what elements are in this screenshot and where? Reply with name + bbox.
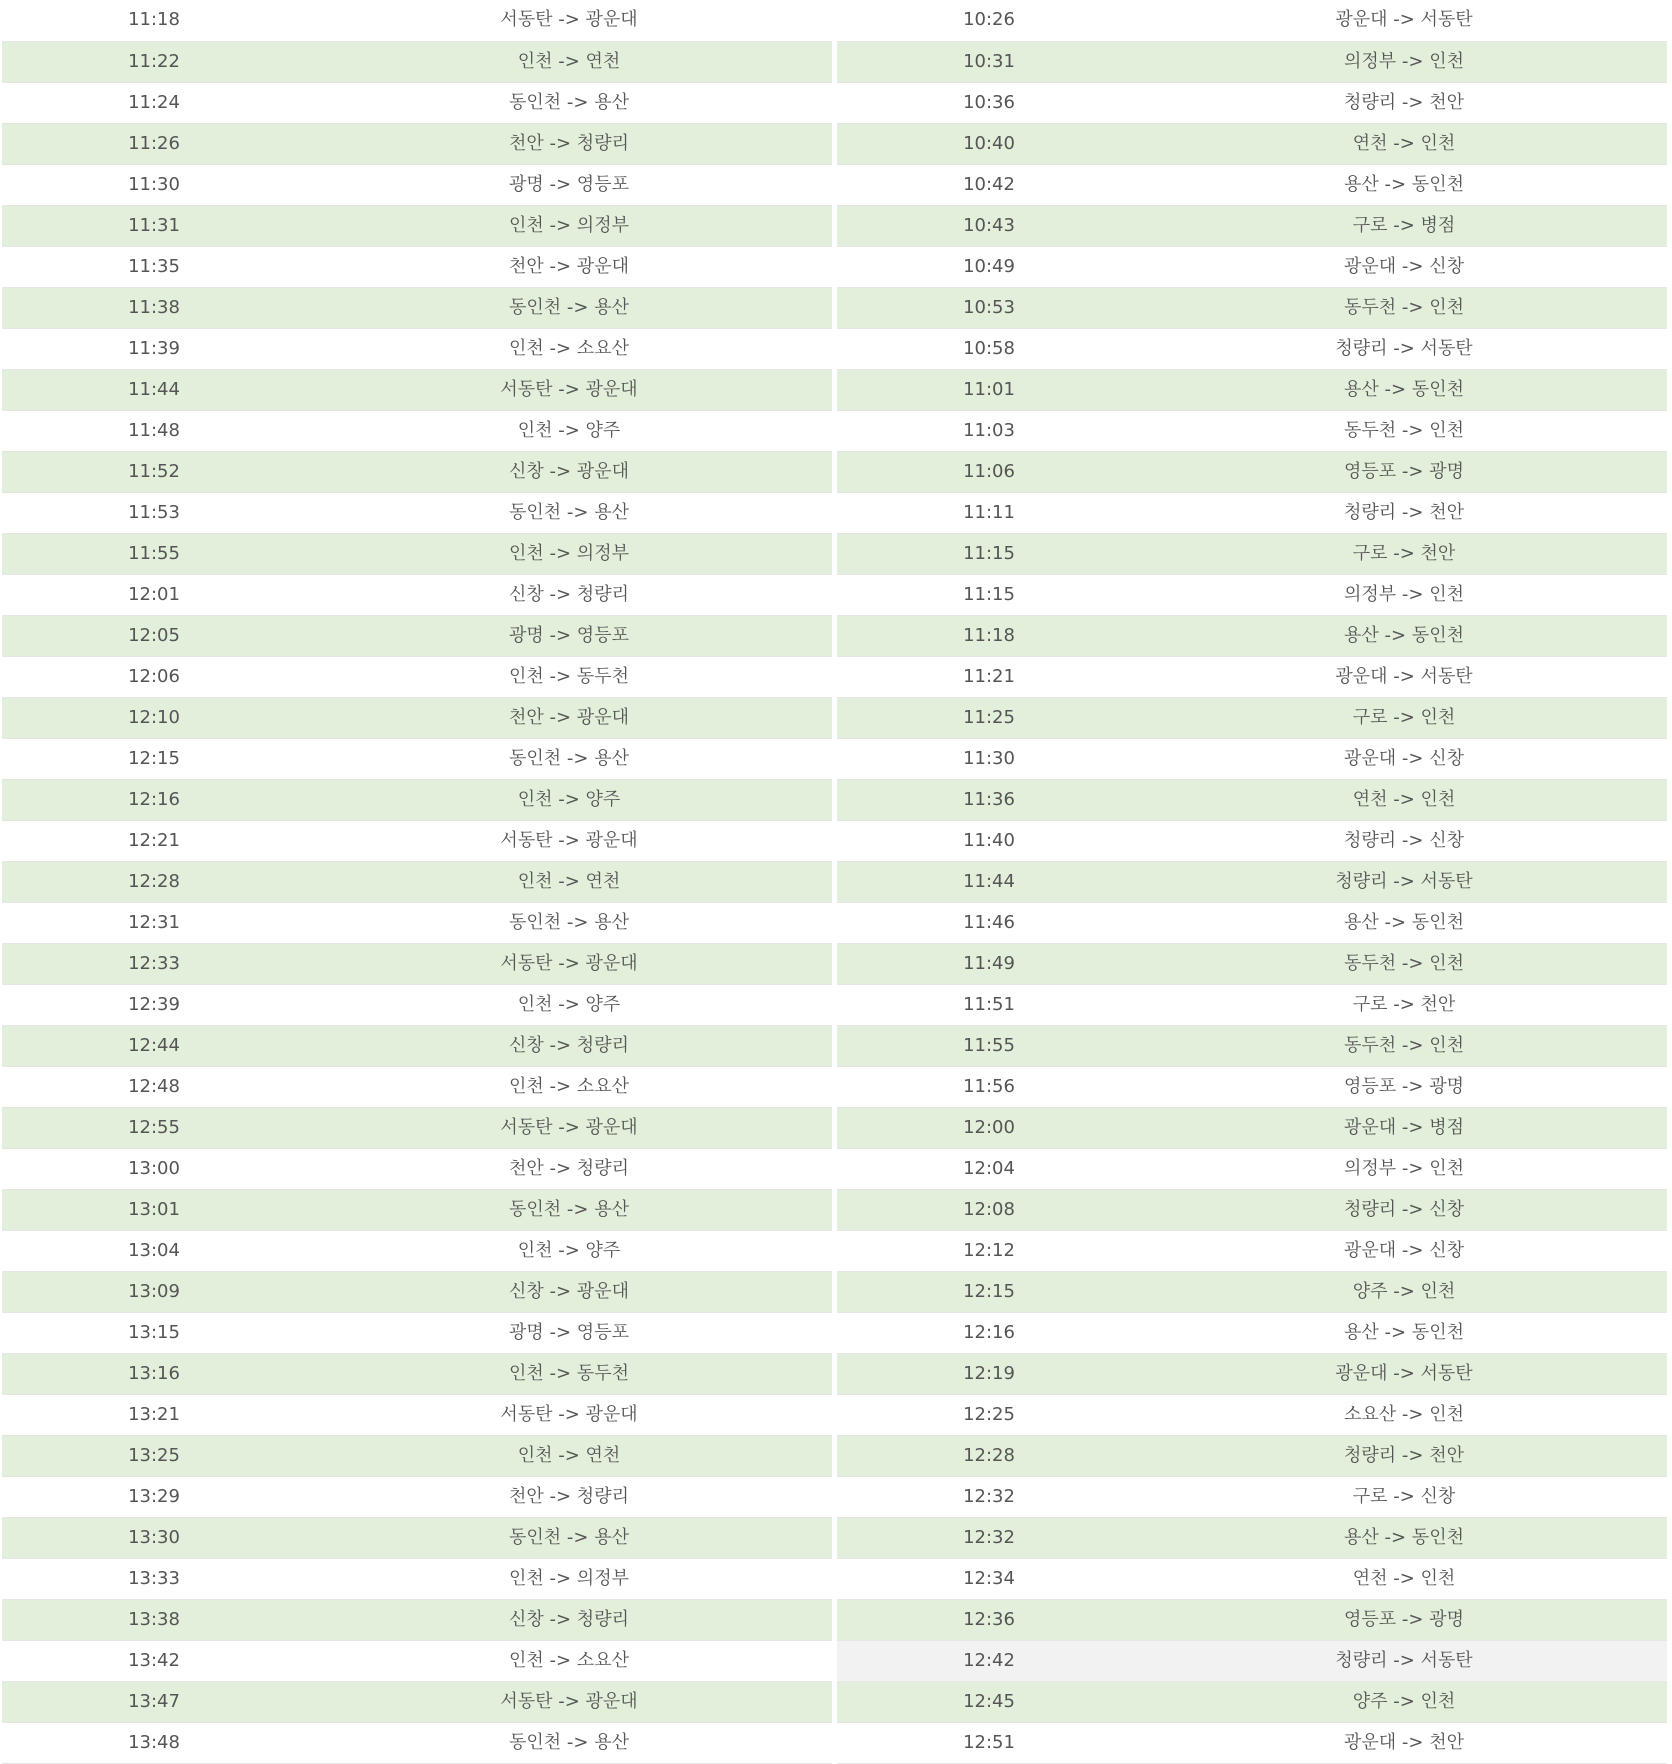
train-route: 영등포 -> 광명: [1141, 1599, 1667, 1640]
train-route: 광명 -> 영등포: [306, 1312, 832, 1353]
table-row[interactable]: [2, 1599, 832, 1640]
table-row[interactable]: [837, 1025, 1667, 1066]
train-route: 서동탄 -> 광운대: [306, 820, 832, 861]
table-row[interactable]: [2, 1517, 832, 1558]
table-row[interactable]: [837, 492, 1667, 533]
train-route: 신창 -> 광운대: [306, 1271, 832, 1312]
table-row[interactable]: [837, 984, 1667, 1025]
table-row[interactable]: [2, 1476, 832, 1517]
table-row[interactable]: [837, 1476, 1667, 1517]
train-route: 광명 -> 영등포: [306, 164, 832, 205]
departure-time: 13:33: [2, 1558, 306, 1599]
table-row[interactable]: [837, 369, 1667, 410]
train-route: 구로 -> 병점: [1141, 205, 1667, 246]
table-row[interactable]: [837, 1230, 1667, 1271]
train-route: 인천 -> 연천: [306, 41, 832, 82]
departure-time: 13:00: [2, 1148, 306, 1189]
departure-time: 12:00: [837, 1107, 1141, 1148]
departure-time: 12:48: [2, 1066, 306, 1107]
train-route: 인천 -> 소요산: [306, 1640, 832, 1681]
train-route: 서동탄 -> 광운대: [306, 369, 832, 410]
table-row[interactable]: [837, 123, 1667, 164]
departure-time: 12:42: [837, 1640, 1141, 1681]
train-route: 신창 -> 청량리: [306, 1025, 832, 1066]
table-row[interactable]: [837, 656, 1667, 697]
table-row[interactable]: [2, 328, 832, 369]
train-route: 인천 -> 의정부: [306, 205, 832, 246]
table-row[interactable]: [837, 902, 1667, 943]
train-route: 광명 -> 영등포: [306, 615, 832, 656]
table-row[interactable]: [837, 615, 1667, 656]
departure-time: 11:15: [837, 574, 1141, 615]
table-row[interactable]: [837, 1435, 1667, 1476]
departure-time: 11:31: [2, 205, 306, 246]
table-row[interactable]: [2, 820, 832, 861]
train-route: 의정부 -> 인천: [1141, 574, 1667, 615]
departure-time: 12:21: [2, 820, 306, 861]
table-row[interactable]: [2, 697, 832, 738]
table-row[interactable]: [837, 1107, 1667, 1148]
departure-time: 12:15: [837, 1271, 1141, 1312]
departure-time: 12:45: [837, 1681, 1141, 1722]
train-route: 청량리 -> 신창: [1141, 1189, 1667, 1230]
departure-time: 11:44: [2, 369, 306, 410]
train-route: 양주 -> 인천: [1141, 1681, 1667, 1722]
table-row[interactable]: [2, 1312, 832, 1353]
departure-time: 12:31: [2, 902, 306, 943]
table-row[interactable]: [2, 1435, 832, 1476]
table-row[interactable]: [837, 410, 1667, 451]
table-row[interactable]: [837, 574, 1667, 615]
table-row[interactable]: [2, 1640, 832, 1681]
train-route: 청량리 -> 천안: [1141, 82, 1667, 123]
table-row[interactable]: [837, 1312, 1667, 1353]
train-route: 청량리 -> 서동탄: [1141, 861, 1667, 902]
departure-time: 11:24: [2, 82, 306, 123]
train-route: 신창 -> 청량리: [306, 1599, 832, 1640]
train-route: 인천 -> 양주: [306, 779, 832, 820]
departure-time: 12:12: [837, 1230, 1141, 1271]
train-route: 동두천 -> 인천: [1141, 943, 1667, 984]
train-route: 인천 -> 의정부: [306, 1558, 832, 1599]
departure-time: 12:33: [2, 943, 306, 984]
departure-time: 11:36: [837, 779, 1141, 820]
table-row[interactable]: [2, 205, 832, 246]
train-route: 청량리 -> 서동탄: [1141, 328, 1667, 369]
train-route: 용산 -> 동인천: [1141, 164, 1667, 205]
departure-time: 10:26: [837, 0, 1141, 41]
departure-time: 11:15: [837, 533, 1141, 574]
departure-table-right: [837, 0, 1667, 1764]
departure-time: 12:28: [837, 1435, 1141, 1476]
departure-time: 11:01: [837, 369, 1141, 410]
train-route: 구로 -> 천안: [1141, 984, 1667, 1025]
train-route: 광운대 -> 서동탄: [1141, 0, 1667, 41]
table-row[interactable]: [837, 205, 1667, 246]
train-route: 동인천 -> 용산: [306, 82, 832, 123]
table-row[interactable]: [2, 246, 832, 287]
table-row[interactable]: [2, 492, 832, 533]
departure-time: 11:51: [837, 984, 1141, 1025]
table-row[interactable]: [2, 82, 832, 123]
departure-time: 12:10: [2, 697, 306, 738]
train-route: 동인천 -> 용산: [306, 1189, 832, 1230]
departure-time: 11:18: [837, 615, 1141, 656]
train-route: 양주 -> 인천: [1141, 1271, 1667, 1312]
table-row[interactable]: [837, 451, 1667, 492]
departure-time: 11:30: [2, 164, 306, 205]
table-row[interactable]: [837, 1640, 1667, 1681]
departure-time: 10:36: [837, 82, 1141, 123]
train-route: 서동탄 -> 광운대: [306, 0, 832, 41]
table-row[interactable]: [837, 1558, 1667, 1599]
table-row[interactable]: [2, 1681, 832, 1722]
table-row[interactable]: [2, 943, 832, 984]
departure-table-right-body: [837, 0, 1667, 1763]
departure-time: 11:53: [2, 492, 306, 533]
departure-time: 11:30: [837, 738, 1141, 779]
train-route: 연천 -> 인천: [1141, 123, 1667, 164]
departure-time: 11:55: [2, 533, 306, 574]
departure-time: 13:30: [2, 1517, 306, 1558]
departure-time: 12:25: [837, 1394, 1141, 1435]
train-route: 천안 -> 광운대: [306, 246, 832, 287]
table-row[interactable]: [837, 1189, 1667, 1230]
train-route: 동두천 -> 인천: [1141, 1025, 1667, 1066]
train-route: 인천 -> 양주: [306, 1230, 832, 1271]
train-route: 구로 -> 신창: [1141, 1476, 1667, 1517]
departure-time: 12:32: [837, 1476, 1141, 1517]
departure-time: 11:22: [2, 41, 306, 82]
table-row[interactable]: [837, 1681, 1667, 1722]
departure-time: 11:03: [837, 410, 1141, 451]
table-row[interactable]: [2, 1148, 832, 1189]
train-route: 인천 -> 동두천: [306, 1353, 832, 1394]
table-row[interactable]: [837, 82, 1667, 123]
table-row[interactable]: [837, 943, 1667, 984]
table-row[interactable]: [2, 1107, 832, 1148]
train-route: 천안 -> 청량리: [306, 1476, 832, 1517]
table-row[interactable]: [2, 1066, 832, 1107]
departure-time: 12:15: [2, 738, 306, 779]
departure-time: 10:43: [837, 205, 1141, 246]
table-row[interactable]: [2, 1189, 832, 1230]
table-row[interactable]: [837, 1353, 1667, 1394]
train-route: 인천 -> 양주: [306, 410, 832, 451]
train-route: 동인천 -> 용산: [306, 902, 832, 943]
table-row[interactable]: [2, 574, 832, 615]
table-row[interactable]: [837, 820, 1667, 861]
departure-time: 12:36: [837, 1599, 1141, 1640]
table-row[interactable]: [2, 1230, 832, 1271]
train-route: 의정부 -> 인천: [1141, 41, 1667, 82]
table-row[interactable]: [837, 1517, 1667, 1558]
train-route: 청량리 -> 천안: [1141, 1435, 1667, 1476]
table-row[interactable]: [2, 0, 832, 41]
train-route: 연천 -> 인천: [1141, 1558, 1667, 1599]
train-route: 광운대 -> 신창: [1141, 738, 1667, 779]
table-row[interactable]: [2, 369, 832, 410]
departure-table-left: [2, 0, 832, 1764]
train-route: 신창 -> 청량리: [306, 574, 832, 615]
train-route: 동인천 -> 용산: [306, 1722, 832, 1763]
table-row[interactable]: [837, 246, 1667, 287]
table-row[interactable]: [2, 1353, 832, 1394]
departure-time: 13:47: [2, 1681, 306, 1722]
departure-time: 12:51: [837, 1722, 1141, 1763]
train-route: 인천 -> 소요산: [306, 1066, 832, 1107]
table-row[interactable]: [837, 287, 1667, 328]
departure-time: 11:52: [2, 451, 306, 492]
train-route: 청량리 -> 천안: [1141, 492, 1667, 533]
departure-time: 11:48: [2, 410, 306, 451]
train-route: 용산 -> 동인천: [1141, 1312, 1667, 1353]
departure-time: 11:46: [837, 902, 1141, 943]
train-route: 인천 -> 연천: [306, 861, 832, 902]
train-route: 서동탄 -> 광운대: [306, 943, 832, 984]
table-row[interactable]: [2, 902, 832, 943]
departure-time: 11:35: [2, 246, 306, 287]
departure-time: 11:25: [837, 697, 1141, 738]
table-row[interactable]: [2, 984, 832, 1025]
departure-time: 10:49: [837, 246, 1141, 287]
departure-time: 11:39: [2, 328, 306, 369]
table-row[interactable]: [2, 451, 832, 492]
table-row[interactable]: [2, 1722, 832, 1763]
table-row[interactable]: [837, 861, 1667, 902]
departure-time: 12:05: [2, 615, 306, 656]
table-row[interactable]: [2, 1558, 832, 1599]
departure-time: 13:25: [2, 1435, 306, 1476]
table-row[interactable]: [2, 533, 832, 574]
train-route: 인천 -> 양주: [306, 984, 832, 1025]
departure-time: 13:38: [2, 1599, 306, 1640]
departure-time: 13:01: [2, 1189, 306, 1230]
departure-time: 10:40: [837, 123, 1141, 164]
train-route: 용산 -> 동인천: [1141, 902, 1667, 943]
table-row[interactable]: [837, 0, 1667, 41]
table-row[interactable]: [837, 1271, 1667, 1312]
table-row[interactable]: [837, 1599, 1667, 1640]
departure-time: 11:38: [2, 287, 306, 328]
train-route: 구로 -> 천안: [1141, 533, 1667, 574]
train-route: 광운대 -> 신창: [1141, 246, 1667, 287]
table-row[interactable]: [2, 1271, 832, 1312]
train-route: 광운대 -> 서동탄: [1141, 656, 1667, 697]
departure-time: 12:44: [2, 1025, 306, 1066]
table-row[interactable]: [837, 1066, 1667, 1107]
departure-time: 11:55: [837, 1025, 1141, 1066]
departure-time: 12:19: [837, 1353, 1141, 1394]
departure-time: 12:55: [2, 1107, 306, 1148]
table-row[interactable]: [837, 164, 1667, 205]
departure-time: 11:18: [2, 0, 306, 41]
table-row[interactable]: [2, 410, 832, 451]
departure-time: 13:48: [2, 1722, 306, 1763]
table-row[interactable]: [2, 861, 832, 902]
departure-time: 12:06: [2, 656, 306, 697]
departure-time: 10:58: [837, 328, 1141, 369]
departure-time: 12:28: [2, 861, 306, 902]
train-route: 동두천 -> 인천: [1141, 287, 1667, 328]
train-route: 동인천 -> 용산: [306, 738, 832, 779]
departure-time: 11:49: [837, 943, 1141, 984]
train-route: 광운대 -> 서동탄: [1141, 1353, 1667, 1394]
table-row[interactable]: [2, 738, 832, 779]
departure-time: 12:16: [2, 779, 306, 820]
departure-time: 11:44: [837, 861, 1141, 902]
train-route: 청량리 -> 서동탄: [1141, 1640, 1667, 1681]
departure-time: 13:09: [2, 1271, 306, 1312]
train-route: 천안 -> 청량리: [306, 1148, 832, 1189]
train-route: 인천 -> 의정부: [306, 533, 832, 574]
train-route: 용산 -> 동인천: [1141, 1517, 1667, 1558]
train-route: 광운대 -> 신창: [1141, 1230, 1667, 1271]
table-row[interactable]: [2, 1394, 832, 1435]
train-route: 영등포 -> 광명: [1141, 451, 1667, 492]
departure-time: 13:29: [2, 1476, 306, 1517]
departure-time: 12:04: [837, 1148, 1141, 1189]
departure-time: 12:39: [2, 984, 306, 1025]
train-route: 동인천 -> 용산: [306, 287, 832, 328]
train-route: 청량리 -> 신창: [1141, 820, 1667, 861]
train-route: 동인천 -> 용산: [306, 1517, 832, 1558]
departure-time: 11:21: [837, 656, 1141, 697]
train-route: 천안 -> 광운대: [306, 697, 832, 738]
train-route: 동인천 -> 용산: [306, 492, 832, 533]
table-row[interactable]: [2, 779, 832, 820]
train-route: 서동탄 -> 광운대: [306, 1107, 832, 1148]
train-route: 용산 -> 동인천: [1141, 369, 1667, 410]
departure-time: 11:11: [837, 492, 1141, 533]
table-row[interactable]: [837, 738, 1667, 779]
train-route: 서동탄 -> 광운대: [306, 1394, 832, 1435]
departure-time: 13:04: [2, 1230, 306, 1271]
departure-time: 12:16: [837, 1312, 1141, 1353]
train-route: 광운대 -> 천안: [1141, 1722, 1667, 1763]
table-row[interactable]: [2, 656, 832, 697]
table-row[interactable]: [837, 41, 1667, 82]
train-route: 신창 -> 광운대: [306, 451, 832, 492]
train-route: 의정부 -> 인천: [1141, 1148, 1667, 1189]
departure-time: 12:34: [837, 1558, 1141, 1599]
train-route: 용산 -> 동인천: [1141, 615, 1667, 656]
table-row[interactable]: [2, 123, 832, 164]
train-route: 광운대 -> 병점: [1141, 1107, 1667, 1148]
departure-time: 11:56: [837, 1066, 1141, 1107]
train-route: 영등포 -> 광명: [1141, 1066, 1667, 1107]
departure-time: 11:40: [837, 820, 1141, 861]
train-route: 인천 -> 동두천: [306, 656, 832, 697]
departure-time: 11:06: [837, 451, 1141, 492]
table-row[interactable]: [837, 328, 1667, 369]
train-route: 구로 -> 인천: [1141, 697, 1667, 738]
departure-time: 10:42: [837, 164, 1141, 205]
table-row[interactable]: [837, 779, 1667, 820]
departure-time: 12:08: [837, 1189, 1141, 1230]
table-row[interactable]: [837, 697, 1667, 738]
departure-time: 13:21: [2, 1394, 306, 1435]
departure-time: 10:53: [837, 287, 1141, 328]
train-route: 인천 -> 연천: [306, 1435, 832, 1476]
departure-time: 10:31: [837, 41, 1141, 82]
table-row[interactable]: [2, 1025, 832, 1066]
departure-table-left-body: [2, 0, 832, 1763]
train-route: 연천 -> 인천: [1141, 779, 1667, 820]
table-row[interactable]: [837, 1722, 1667, 1763]
table-row[interactable]: [837, 1394, 1667, 1435]
train-route: 동두천 -> 인천: [1141, 410, 1667, 451]
train-route: 천안 -> 청량리: [306, 123, 832, 164]
table-row[interactable]: [837, 533, 1667, 574]
train-route: 인천 -> 소요산: [306, 328, 832, 369]
departure-time: 13:42: [2, 1640, 306, 1681]
departure-time: 12:01: [2, 574, 306, 615]
table-row[interactable]: [2, 615, 832, 656]
departure-time: 11:26: [2, 123, 306, 164]
departure-time: 13:16: [2, 1353, 306, 1394]
departure-time: 13:15: [2, 1312, 306, 1353]
table-row[interactable]: [2, 164, 832, 205]
table-row[interactable]: [2, 41, 832, 82]
train-route: 서동탄 -> 광운대: [306, 1681, 832, 1722]
train-route: 소요산 -> 인천: [1141, 1394, 1667, 1435]
table-row[interactable]: [837, 1148, 1667, 1189]
departure-time: 12:32: [837, 1517, 1141, 1558]
table-row[interactable]: [2, 287, 832, 328]
